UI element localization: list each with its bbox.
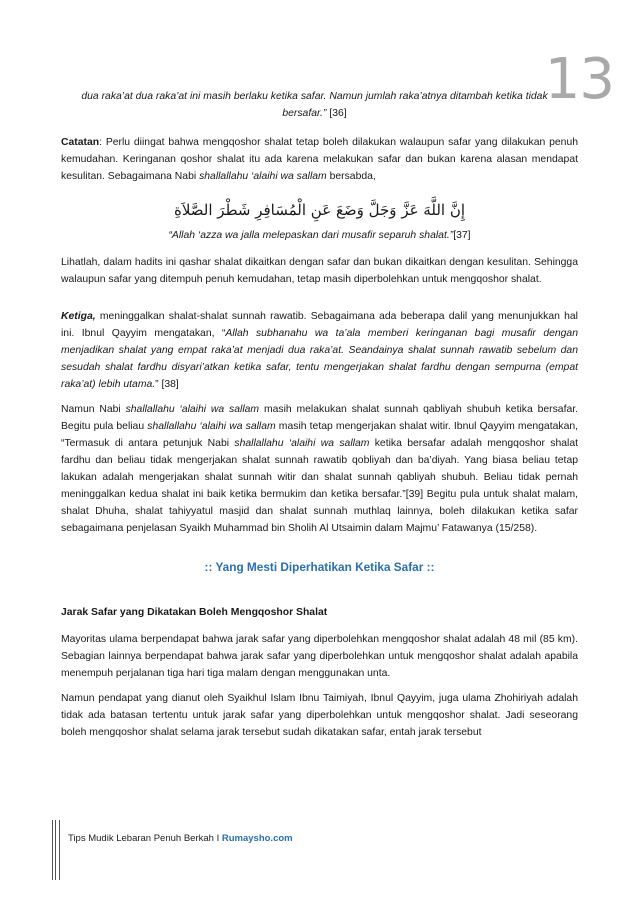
- page-content: [61, 88, 578, 749]
- page-number: 13: [544, 47, 614, 112]
- section-heading: :: Yang Mesti Diperhatikan Ketika Safar ::: [204, 560, 435, 574]
- catatan-label: Catatan: [61, 137, 100, 148]
- hadith-translation: “Allah ‘azza wa jalla melepaskan dari musafir separuh shalat.”[37]: [168, 230, 471, 241]
- namun-nabi-paragraph: Namun Nabi shallallahu ‘alaihi wa sallam masih melakukan shalat sunnah qabliyah shubuh ketika bersafar. Begitu pula beliau shallallahu ‘alaihi wa sallam masih tetap mengerjakan shalat witir. Ibnul Qayyim mengatakan, “Termasuk di antara petunjuk Nabi shallallahu ‘alaihi wa sallam ketika bersafar adalah mengqoshor shalat fardhu dan beliau tidak mengerjakan shalat sunnah rawatib qobliyah dan ba’diyah. Yang biasa beliau tetap lakukan adalah mengerjakan shalat sunnah witir dan shalat sunnah qabliyah shubuh. Beliau tidak pernah meninggalkan kedua shalat ini baik ketika bermukim dan ketika bersafar.”[39] Begitu pula untuk shalat malam, shalat Dhuha, shalat tahiyyatul masjid dan shalat sunnah muthlaq lainnya, boleh dilakukan ketika safar sebagaimana penjelasan Syaikh Muhammad bin Sholih Al Utsaimin dalam Majmu’ Fatawanya (15/258).: [61, 404, 579, 534]
- subheading-jarak-safar: Jarak Safar yang Dikatakan Boleh Mengqoshor Shalat: [61, 607, 328, 618]
- footer-site-link[interactable]: Rumaysho.com: [221, 833, 293, 844]
- mayoritas-paragraph: Mayoritas ulama berpendapat bahwa jarak safar yang diperbolehkan mengqoshor shalat adalah 48 mil (85 km). Sebagian lainnya berpendapat bahwa jarak safar yang diperbolehkan untuk mengqoshor shalat adalah apabila menempuh perjalanan tiga hari tiga malam dengan menggunakan unta.: [61, 634, 578, 679]
- namun-pendapat-paragraph: Namun pendapat yang dianut oleh Syaikhul Islam Ibnu Taimiyah, Ibnul Qayyim, juga ulama Zhohiriyah adalah tidak ada batasan tertentu untuk jarak safar yang diperbolehkan untuk mengqoshor shalat. Jadi seseorang boleh mengqoshor shalat selama jarak tersebut sudah dikatakan safar, entah jarak tersebut: [61, 693, 578, 738]
- catatan-paragraph: Catatan: Perlu diingat bahwa mengqoshor shalat tetap boleh dilakukan walaupun safar yang dilakukan penuh kemudahan. Keringanan qoshor shalat itu ada karena melakukan safar dan bukan karena alasan mendapat kesulitan. Sebagaimana Nabi shallallahu ‘alaihi wa sallam bersabda,: [61, 137, 578, 182]
- ketiga-paragraph: Ketiga, meninggalkan shalat-shalat sunnah rawatib. Sebagaimana ada beberapa dalil yang menunjukkan hal ini. Ibnul Qayyim mengatakan, “Allah subhanahu wa ta’ala memberi keringanan bagi musafir dengan menjadikan shalat yang empat raka’at menjadi dua raka’at. Seandainya shalat sunnah rawatib sebelum dan sesudah shalat fardhu disyari’atkan ketika safar, tentu mengerjakan shalat fardhu dengan sempurna (empat raka’at) lebih utama.” [38]: [61, 311, 578, 390]
- quote-text: dua raka’at dua raka’at ini masih berlaku ketika safar. Namun jumlah raka’atnya ditambah ketika tidak bersafar.”: [81, 91, 548, 119]
- hadith-quote-continuation: [61, 88, 568, 122]
- footnote-ref-37[interactable]: [37]: [453, 230, 471, 241]
- footer-decor-lines: [52, 820, 60, 880]
- lihatlah-paragraph: Lihatlah, dalam hadits ini qashar shalat dikaitkan dengan safar dan bukan dikaitkan dengan kesulitan. Sehingga walaupun safar yang ditempuh penuh kemudahan, tetap masih diperbolehkan untuk mengqoshor shalat.: [61, 257, 578, 285]
- footer-text: Tips Mudik Lebaran Penuh Berkah I Rumaysho.com: [68, 833, 293, 844]
- page-footer: [0, 820, 638, 880]
- footnote-ref-36[interactable]: [36]: [329, 108, 347, 119]
- ketiga-label: Ketiga,: [61, 311, 96, 322]
- arabic-hadith: إِنَّ اللَّهَ عَزَّ وَجَلَّ وَضَعَ عَنِ الْمُسَافِرِ شَطْرَ الصَّلاَةِ: [173, 201, 466, 219]
